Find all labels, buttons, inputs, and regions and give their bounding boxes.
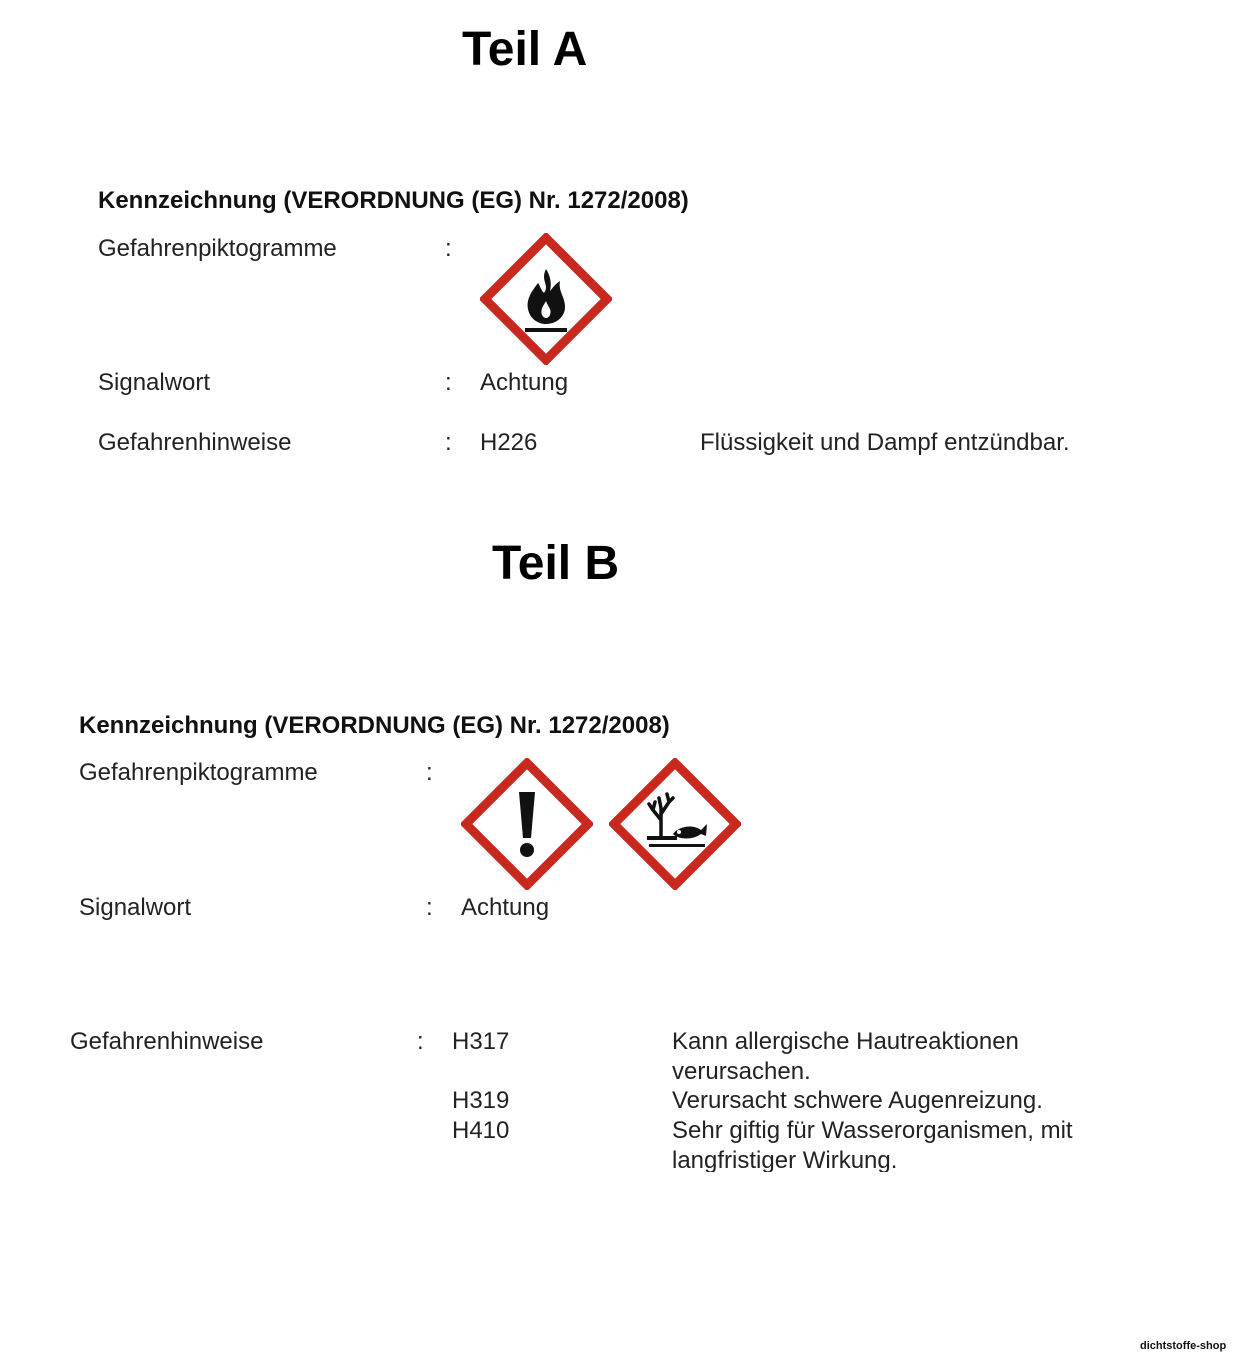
part-a-signal-label: Signalwort — [98, 369, 211, 396]
hazard-code: H317 — [452, 1028, 510, 1055]
part-a-hazard-label: Gefahrenhinweise — [98, 429, 292, 456]
hazard-statement: Kann allergische Hautreaktionen verursachen. — [672, 1028, 1019, 1085]
hazard-statement: Verursacht schwere Augenreizung. — [672, 1087, 1043, 1114]
part-b-pictograms-colon: : — [426, 759, 433, 786]
hazard-statement: Sehr giftig für Wasserorganismen, mit langfristiger Wirkung. — [672, 1117, 1073, 1172]
part-b-hazard-colon: : — [417, 1028, 424, 1055]
hazard-code: H410 — [452, 1117, 510, 1144]
exclamation-mark-icon — [461, 758, 593, 890]
part-a-pictograms-label: Gefahrenpiktogramme — [98, 235, 337, 262]
part-a-title: Teil A — [462, 23, 588, 76]
part-a-signal-value: Achtung — [480, 369, 569, 396]
environment-hazard-icon — [609, 758, 741, 890]
part-a-section-title: Kennzeichnung (VERORDNUNG (EG) Nr. 1272/2008) — [98, 187, 689, 214]
part-b-pictograms-label: Gefahrenpiktogramme — [79, 759, 318, 786]
part-b-signal-colon: : — [426, 894, 433, 921]
flame-icon — [480, 233, 612, 365]
part-a-hazard-colon: : — [445, 429, 452, 456]
hazard-code: H319 — [452, 1087, 510, 1114]
part-b-signal-value: Achtung — [461, 894, 550, 921]
watermark: dichtstoffe-shop — [1140, 1340, 1227, 1352]
part-b-section-title: Kennzeichnung (VERORDNUNG (EG) Nr. 1272/2008) — [79, 712, 670, 739]
part-b-title: Teil B — [492, 537, 620, 590]
hazard-code: H226 — [480, 429, 538, 456]
part-b-hazard-label: Gefahrenhinweise — [70, 1028, 264, 1055]
part-a-signal-colon: : — [445, 369, 452, 396]
part-b-signal-label: Signalwort — [79, 894, 192, 921]
hazard-statement: Flüssigkeit und Dampf entzündbar. — [700, 429, 1070, 456]
part-a-pictograms-colon: : — [445, 235, 452, 262]
